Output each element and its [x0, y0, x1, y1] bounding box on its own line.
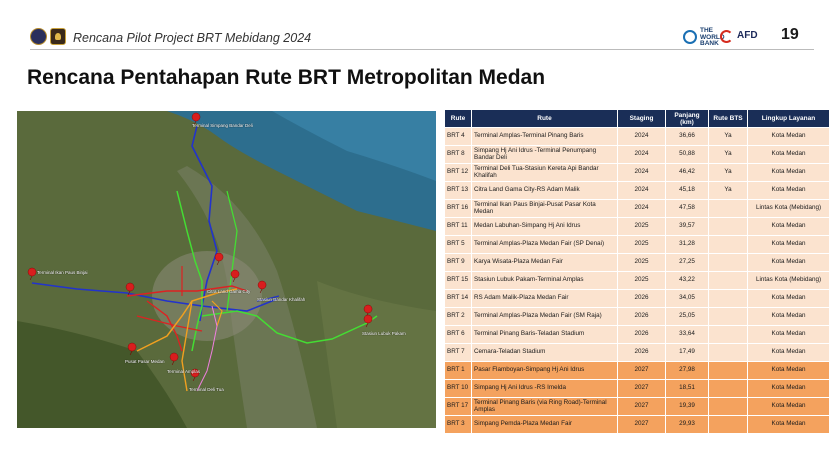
table-row: [445, 254, 830, 272]
header-rute-code: Rute: [445, 110, 472, 128]
table-row: [445, 164, 830, 182]
world-bank-logo-icon: [683, 30, 697, 44]
cell-length: 29,93: [666, 416, 709, 434]
cell-scope: Kota Medan: [748, 254, 830, 272]
cell-route-name: Terminal Amplas-Plaza Medan Fair (SM Raja): [472, 308, 618, 326]
cell-scope: Kota Medan: [748, 326, 830, 344]
cell-scope: Kota Medan: [748, 398, 830, 416]
cell-staging: 2027: [618, 380, 666, 398]
cell-route-code: BRT 2: [445, 308, 472, 326]
route-table-body: [445, 128, 830, 434]
cell-staging: 2024: [618, 182, 666, 200]
cell-length: 43,22: [666, 272, 709, 290]
cell-length: 46,42: [666, 164, 709, 182]
cell-route-name: Citra Land Gama City-RS Adam Malik: [472, 182, 618, 200]
map-label-bandar: Stasiun Bandar Khalifah: [257, 297, 306, 302]
cell-bts: [709, 290, 748, 308]
cell-route-code: BRT 8: [445, 146, 472, 164]
cell-bts: Ya: [709, 164, 748, 182]
cell-route-code: BRT 7: [445, 344, 472, 362]
agency-logo-icon: [50, 28, 66, 45]
cell-staging: 2025: [618, 218, 666, 236]
cell-length: 17,49: [666, 344, 709, 362]
cell-staging: 2025: [618, 272, 666, 290]
route-table: [444, 109, 830, 434]
cell-route-name: Terminal Amplas-Plaza Medan Fair (SP Denai): [472, 236, 618, 254]
cell-bts: [709, 272, 748, 290]
cell-route-name: Terminal Amplas-Terminal Pinang Baris: [472, 128, 618, 146]
cell-scope: Kota Medan: [748, 308, 830, 326]
cell-bts: [709, 326, 748, 344]
page-title: Rencana Pentahapan Rute BRT Metropolitan Medan: [27, 66, 546, 89]
cell-route-code: BRT 1: [445, 362, 472, 380]
cell-route-code: BRT 3: [445, 416, 472, 434]
map-label-amplas: Terminal Amplas: [167, 369, 201, 374]
cell-length: 27,25: [666, 254, 709, 272]
cell-length: 45,18: [666, 182, 709, 200]
cell-length: 50,88: [666, 146, 709, 164]
cell-bts: Ya: [709, 128, 748, 146]
cell-scope: Kota Medan: [748, 182, 830, 200]
cell-staging: 2025: [618, 254, 666, 272]
cell-bts: [709, 254, 748, 272]
cell-route-name: Cemara-Teladan Stadium: [472, 344, 618, 362]
table-row: [445, 416, 830, 434]
cell-length: 47,58: [666, 200, 709, 218]
cell-length: 39,57: [666, 218, 709, 236]
cell-route-name: RS Adam Malik-Plaza Medan Fair: [472, 290, 618, 308]
cell-bts: [709, 236, 748, 254]
world-bank-line3: BANK: [700, 40, 719, 47]
cell-bts: [709, 344, 748, 362]
cell-staging: 2025: [618, 236, 666, 254]
cell-route-name: Terminal Pinang Baris (via Ring Road)-Terminal Amplas: [472, 398, 618, 416]
cell-length: 19,39: [666, 398, 709, 416]
cell-route-code: BRT 5: [445, 236, 472, 254]
cell-route-name: Simpang Hj Ani Idrus -Terminal Penumpang Bandar Deli: [472, 146, 618, 164]
cell-route-code: BRT 10: [445, 380, 472, 398]
cell-scope: Lintas Kota (Mebidang): [748, 200, 830, 218]
map-label-delitua: Terminal Deli Tua: [189, 387, 224, 392]
cell-staging: 2027: [618, 416, 666, 434]
cell-bts: [709, 362, 748, 380]
map-label-belawan: Terminal Simpang Bandar Deli: [192, 123, 253, 128]
cell-scope: Kota Medan: [748, 362, 830, 380]
cell-scope: Kota Medan: [748, 344, 830, 362]
cell-route-name: Pasar Flamboyan-Simpang Hj Ani Idrus: [472, 362, 618, 380]
table-header-row: [445, 110, 830, 128]
world-bank-line1: THE: [700, 27, 713, 34]
cell-length: 27,98: [666, 362, 709, 380]
cell-length: 31,28: [666, 236, 709, 254]
cell-route-code: BRT 16: [445, 200, 472, 218]
cell-bts: [709, 416, 748, 434]
cell-staging: 2026: [618, 344, 666, 362]
cell-scope: Kota Medan: [748, 290, 830, 308]
cell-length: 36,66: [666, 128, 709, 146]
cell-route-name: Simpang Hj Ani Idrus -RS Imelda: [472, 380, 618, 398]
map-label-garu: Citra Land Gama City: [207, 289, 251, 294]
cell-route-name: Karya Wisata-Plaza Medan Fair: [472, 254, 618, 272]
table-row: [445, 398, 830, 416]
cell-route-code: BRT 12: [445, 164, 472, 182]
table-row: [445, 344, 830, 362]
cell-route-code: BRT 11: [445, 218, 472, 236]
cell-route-name: Terminal Deli Tua-Stasiun Kereta Api Bandar Khalifah: [472, 164, 618, 182]
cell-route-code: BRT 6: [445, 326, 472, 344]
cell-scope: Lintas Kota (Mebidang): [748, 272, 830, 290]
cell-bts: [709, 200, 748, 218]
cell-staging: 2024: [618, 164, 666, 182]
cell-route-code: BRT 4: [445, 128, 472, 146]
header-bts: Rute BTS: [709, 110, 748, 128]
map-label-binjai: Terminal Ikan Paus Binjai: [37, 270, 88, 275]
map-label-kutalimbaru: Pusat Pasar Medan: [125, 359, 165, 364]
table-row: [445, 272, 830, 290]
cell-length: 18,51: [666, 380, 709, 398]
table-row: [445, 236, 830, 254]
cell-route-name: Stasiun Lubuk Pakam-Terminal Amplas: [472, 272, 618, 290]
table-row: [445, 182, 830, 200]
cell-bts: Ya: [709, 146, 748, 164]
cell-staging: 2024: [618, 200, 666, 218]
cell-scope: Kota Medan: [748, 164, 830, 182]
table-row: [445, 146, 830, 164]
page-number: 19: [781, 26, 799, 43]
table-row: [445, 380, 830, 398]
world-bank-line2: WORLD: [700, 33, 725, 41]
map-label-lubuk: Stasiun Lubuk Pakam: [362, 331, 406, 336]
cell-staging: 2027: [618, 362, 666, 380]
cell-bts: Ya: [709, 182, 748, 200]
cell-bts: [709, 380, 748, 398]
header-lingkup: Lingkup Layanan: [748, 110, 830, 128]
cell-staging: 2026: [618, 290, 666, 308]
cell-route-name: Simpang Pemda-Plaza Medan Fair: [472, 416, 618, 434]
cell-scope: Kota Medan: [748, 236, 830, 254]
table-row: [445, 128, 830, 146]
cell-length: 33,64: [666, 326, 709, 344]
cell-route-name: Terminal Pinang Baris-Teladan Stadium: [472, 326, 618, 344]
cell-scope: Kota Medan: [748, 380, 830, 398]
header-panjang: Panjang (km): [666, 110, 709, 128]
ministry-logo-icon: [30, 28, 47, 45]
cell-length: 34,05: [666, 290, 709, 308]
table-row: [445, 200, 830, 218]
cell-staging: 2026: [618, 326, 666, 344]
cell-staging: 2026: [618, 308, 666, 326]
cell-route-code: BRT 9: [445, 254, 472, 272]
table-row: [445, 218, 830, 236]
cell-route-code: BRT 14: [445, 290, 472, 308]
cell-length: 25,05: [666, 308, 709, 326]
afd-logo-text: AFD: [737, 30, 758, 41]
cell-scope: Kota Medan: [748, 416, 830, 434]
route-map: [17, 111, 436, 428]
table-row: [445, 362, 830, 380]
table-row: [445, 326, 830, 344]
cell-bts: [709, 308, 748, 326]
route-table-container: [444, 109, 829, 434]
table-row: [445, 290, 830, 308]
cell-route-code: BRT 15: [445, 272, 472, 290]
header-rute: Rute: [472, 110, 618, 128]
slide-subtitle: Rencana Pilot Project BRT Mebidang 2024: [73, 31, 312, 45]
cell-scope: Kota Medan: [748, 128, 830, 146]
cell-scope: Kota Medan: [748, 218, 830, 236]
cell-route-code: BRT 17: [445, 398, 472, 416]
slide-header: [0, 0, 839, 52]
afd-logo-icon: [720, 30, 733, 43]
table-row: [445, 308, 830, 326]
cell-bts: [709, 398, 748, 416]
cell-route-name: Medan Labuhan-Simpang Hj Ani Idrus: [472, 218, 618, 236]
cell-staging: 2027: [618, 398, 666, 416]
cell-staging: 2024: [618, 146, 666, 164]
cell-staging: 2024: [618, 128, 666, 146]
cell-bts: [709, 218, 748, 236]
cell-scope: Kota Medan: [748, 146, 830, 164]
header-divider: [30, 49, 814, 50]
cell-route-code: BRT 13: [445, 182, 472, 200]
header-staging: Staging: [618, 110, 666, 128]
cell-route-name: Terminal Ikan Paus Binjai-Pusat Pasar Kota Medan: [472, 200, 618, 218]
